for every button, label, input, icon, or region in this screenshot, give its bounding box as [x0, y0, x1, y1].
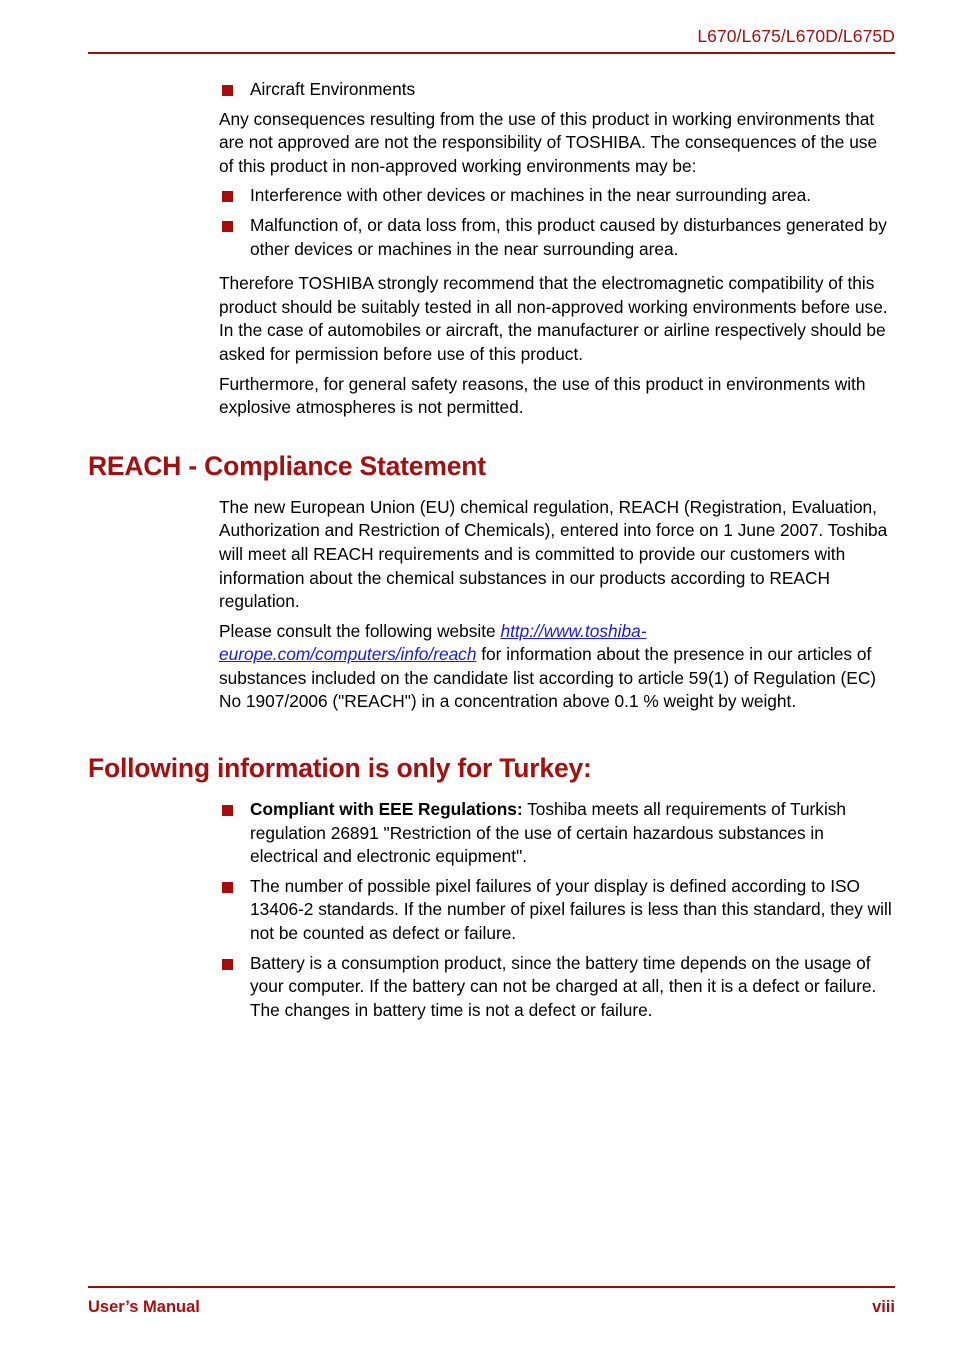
list-item	[88, 78, 895, 102]
square-bullet-icon	[222, 959, 233, 970]
furthermore-paragraph: Furthermore, for general safety reasons, the use of this product in environments with explosive atmospheres is not permitted.	[219, 373, 866, 418]
section-heading-turkey: Following information is only for Turkey:	[88, 753, 592, 784]
list-item	[88, 952, 895, 1023]
list-item-label: The number of possible pixel failures of your display is defined according to ISO 13406-2 standards. If the number of pixel failures is less than this standard, they will not be counted as defect or failure.	[250, 875, 892, 944]
footer-divider	[88, 1286, 895, 1288]
list-item-label: Malfunction of, or data loss from, this product caused by disturbances generated by other devices or machines in the near surrounding area.	[250, 214, 887, 259]
square-bullet-icon	[222, 221, 233, 232]
list-item-lead: Compliant with EEE Regulations:	[250, 799, 523, 820]
square-bullet-icon	[222, 882, 233, 893]
footer-row	[88, 1297, 895, 1317]
header-divider	[88, 52, 895, 54]
list-item	[88, 184, 895, 208]
square-bullet-icon	[222, 191, 233, 202]
square-bullet-icon	[222, 805, 233, 816]
list-item-label: Interference with other devices or machines in the near surrounding area.	[250, 185, 811, 206]
reach-website-paragraph	[88, 620, 895, 714]
list-item	[88, 798, 895, 869]
square-bullet-icon	[222, 85, 233, 96]
therefore-paragraph: Therefore TOSHIBA strongly recommend that the electromagnetic compatibility of this product should be suitably tested in all non-approved working environments before use. In the case of automobiles or aircraft, the manufacturer or airline respectively should be asked for permission before use of this product.	[219, 273, 888, 364]
list-item	[88, 875, 895, 946]
list-item	[88, 214, 895, 261]
reach-paragraph: The new European Union (EU) chemical regulation, REACH (Registration, Evaluation, Authorization and Restriction of Chemicals), entered into force on 1 June 2007. Toshiba will meet all REACH requirements and is committed to provide our customers with information about the chemical substances in our products according to REACH regulation.	[219, 496, 888, 612]
section-heading-reach: REACH - Compliance Statement	[88, 450, 486, 481]
list-item-label: Battery is a consumption product, since the battery time depends on the usage of your computer. If the battery can not be charged at all, then it is a defect or failure. The changes in battery time is not a defect or failure.	[250, 952, 877, 1020]
header-model-numbers: L670/L675/L670D/L675D	[697, 26, 895, 46]
footer-manual-label: User’s Manual	[88, 1298, 200, 1316]
consult-prefix-text: Please consult the following website	[219, 620, 501, 641]
page-header	[88, 26, 895, 54]
footer-page-number: viii	[872, 1298, 895, 1316]
page-content	[88, 78, 895, 1028]
list-item-label: Aircraft Environments	[250, 79, 416, 99]
list-item-label: Toshiba meets all requirements of Turkish regulation 26891 "Restriction of the use of certain hazardous substances in electrical and electronic equipment".	[250, 799, 847, 867]
intro-paragraph: Any consequences resulting from the use of this product in working environments that are not approved are not the responsibility of TOSHIBA. The consequences of the use of this product in non-approved working environments may be:	[219, 108, 878, 176]
consult-suffix-text: for information about the presence in our articles of substances included on the candidate list according to article 59(1) of Regulation (EC) No 1907/2006 ("REACH") in a concentration above 0.1 % weight by weight.	[219, 644, 877, 712]
reach-website-link[interactable]: http://www.toshiba-europe.com/computers/info/reach	[219, 620, 647, 665]
page-footer	[88, 1286, 895, 1317]
